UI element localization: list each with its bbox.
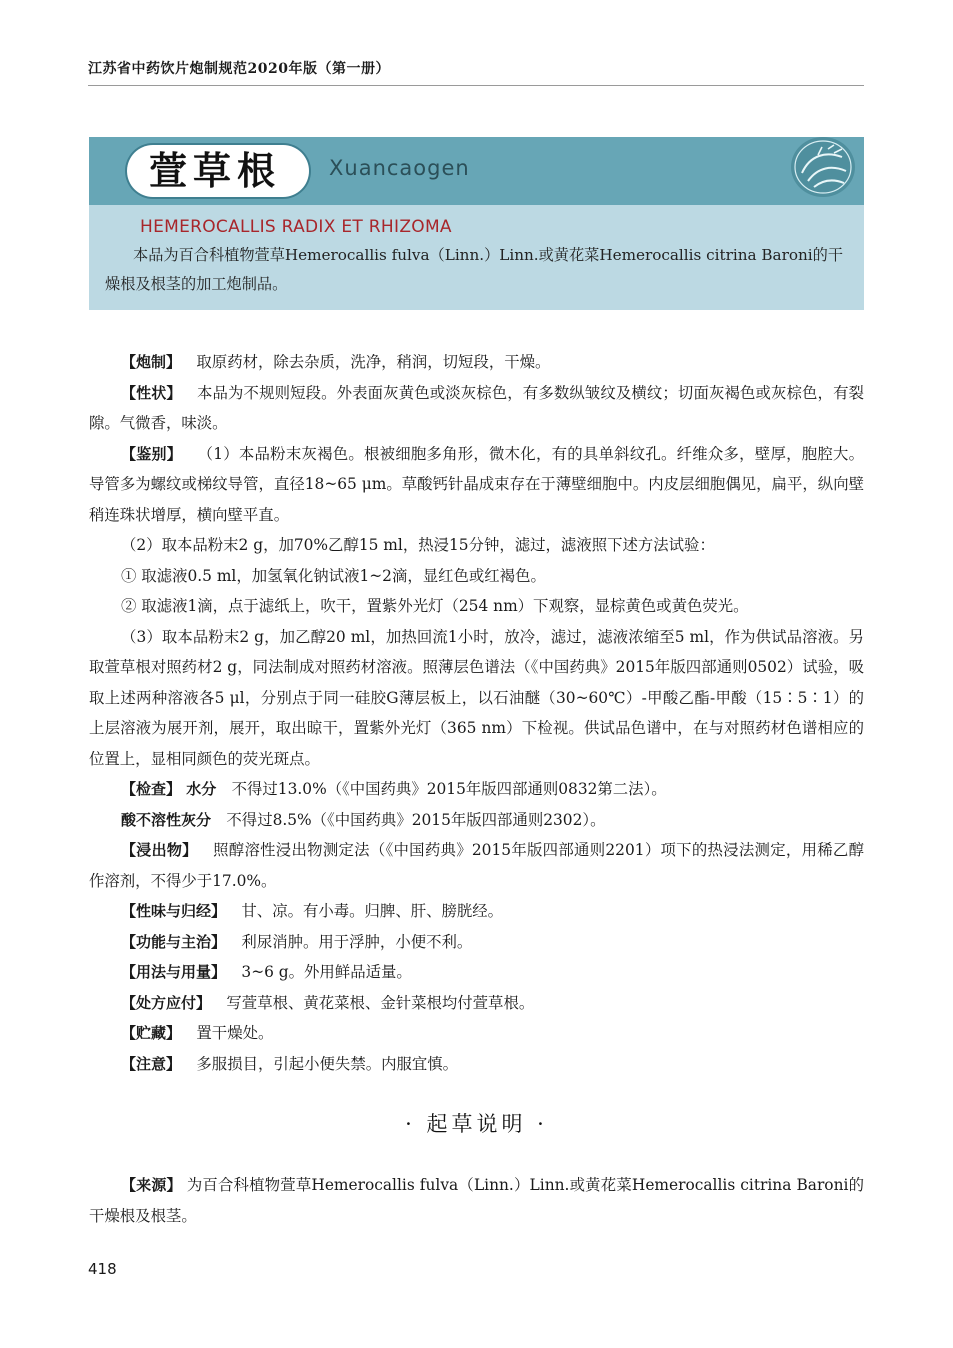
paragraph-text: 利尿消肿。用于浮肿，小便不利。	[241, 932, 473, 951]
body-paragraph	[89, 805, 864, 836]
section-tag: 【浸出物】	[121, 841, 198, 859]
paragraph-text: 不得过13.0%（《中国药典》2015年版四部通则0832第二法）。	[231, 780, 667, 798]
body-paragraph	[89, 957, 864, 988]
paragraph-text: ② 取滤液1滴，点于滤纸上，吹干，置紫外光灯（254 nm）下观察，显棕黄色或黄色荧光。	[121, 597, 749, 615]
section-tag: 【炮制】	[121, 353, 182, 371]
body-paragraph	[89, 774, 864, 805]
section-tag: 【注意】	[121, 1054, 182, 1073]
title-banner	[89, 137, 864, 310]
source-text: 为百合科植物萱草Hemerocallis fulva（Linn.）Linn.或黄花菜Hemerocallis citrina Baroni的干燥根及根茎。	[89, 1176, 864, 1225]
body-paragraph	[89, 561, 864, 592]
source-tag: 【来源】	[121, 1176, 182, 1194]
section-heading: · 起草说明 ·	[405, 1112, 548, 1136]
body-paragraph	[89, 1049, 864, 1080]
section-tag: 【贮藏】	[121, 1024, 182, 1042]
paragraph-text: 本品为不规则短段。外表面灰黄色或淡灰棕色，有多数纵皱纹及横纹；切面灰褐色或灰棕色，有裂隙。气微香，味淡。	[89, 383, 864, 432]
body-paragraph	[89, 378, 864, 439]
section-tag: 【性状】	[121, 383, 182, 402]
body-paragraph	[89, 622, 864, 775]
section-tag: 【功能与主治】	[121, 932, 227, 951]
header-rule	[88, 85, 864, 86]
paragraph-text: ① 取滤液0.5 ml，加氢氧化钠试液1~2滴，显红色或红褐色。	[121, 566, 546, 585]
body-paragraph	[89, 1018, 864, 1049]
herb-pinyin: Xuancaogen	[329, 156, 470, 180]
section-tag: 【鉴别】	[121, 444, 182, 463]
body-paragraph	[89, 530, 864, 561]
paragraph-text: 多服损目，引起小便失禁。内服宜慎。	[196, 1054, 459, 1073]
paragraph-text: 甘、凉。有小毒。归脾、肝、膀胱经。	[241, 902, 504, 920]
banner-description-text: 本品为百合科植物萱草Hemerocallis fulva（Linn.）Linn.或黄花菜Hemerocallis citrina Baroni的干燥根及根茎的加工炮制品。	[105, 246, 844, 293]
banner-description	[105, 241, 855, 299]
body-paragraph	[89, 988, 864, 1019]
body-paragraph	[89, 835, 864, 896]
paragraph-text: 照醇溶性浸出物测定法（《中国药典》2015年版四部通则2201）项下的热浸法测定，用稀乙醇作溶剂，不得少于17.0%。	[89, 841, 864, 890]
running-header: 江苏省中药饮片炮制规范2020年版（第一册）	[88, 61, 390, 77]
paragraph-text: （1）本品粉末灰褐色。根被细胞多角形，微木化，有的具单斜纹孔。纤维众多，壁厚，胞腔大。导管多为螺纹或梯纹导管，直径18~65 μm。草酸钙针晶成束存在于薄壁细胞中。内皮层细胞偶见，扁平，纵向壁稍连珠状增厚，横向壁平直。	[89, 444, 864, 524]
section-tag: 【处方应付】	[121, 993, 212, 1012]
paragraph-text: 写萱草根、黄花菜根、金针菜根均付萱草根。	[226, 993, 535, 1012]
paragraph-text: 不得过8.5%（《中国药典》2015年版四部通则2302）。	[226, 810, 606, 829]
paragraph-text: （2）取本品粉末2 g，加70%乙醇15 ml，热浸15分钟，滤过，滤液照下述方法试验：	[121, 536, 715, 554]
herb-emblem-icon	[788, 137, 858, 201]
paragraph-text: 取原药材，除去杂质，洗净，稍润，切短段，干燥。	[196, 353, 551, 371]
body-paragraph	[89, 591, 864, 622]
source-paragraph	[89, 1170, 864, 1231]
body-paragraph	[89, 927, 864, 958]
section-tag: 【用法与用量】	[121, 963, 227, 981]
paragraph-text: 置干燥处。	[196, 1024, 274, 1042]
section-tag: 酸不溶性灰分	[121, 810, 212, 829]
article-body	[89, 347, 864, 1079]
paragraph-text: （3）取本品粉末2 g，加乙醇20 ml，加热回流1小时，放冷，滤过，滤液浓缩至5 ml，作为供试品溶液。另取萱草根对照药材2 g，同法制成对照药材溶液。照薄层色谱法（《中国药典》2015年版四部通则0502）试验，吸取上述两种溶液各5 μl，分别点于同一硅胶G薄层板上，以石油醚（30~60℃）-甲酸乙酯-甲酸（15∶5∶1）的上层溶液为展开剂，展开，取出晾干，置紫外光灯（365 nm）下检视。供试品色谱中，在与对照药材色谱相应的位置上，显相同颜色的荧光斑点。	[89, 627, 864, 768]
body-paragraph	[89, 347, 864, 378]
latin-name: HEMEROCALLIS RADIX ET RHIZOMA	[140, 217, 452, 237]
paragraph-text: 3~6 g。外用鲜品适量。	[241, 963, 412, 981]
herb-title: 萱草根	[149, 149, 282, 193]
page-number: 418	[88, 1260, 117, 1278]
body-paragraph	[89, 896, 864, 927]
section-tag: 【检查】 水分	[121, 780, 217, 798]
source-para	[89, 1170, 864, 1231]
section-tag: 【性味与归经】	[121, 902, 227, 920]
body-paragraph	[89, 439, 864, 531]
